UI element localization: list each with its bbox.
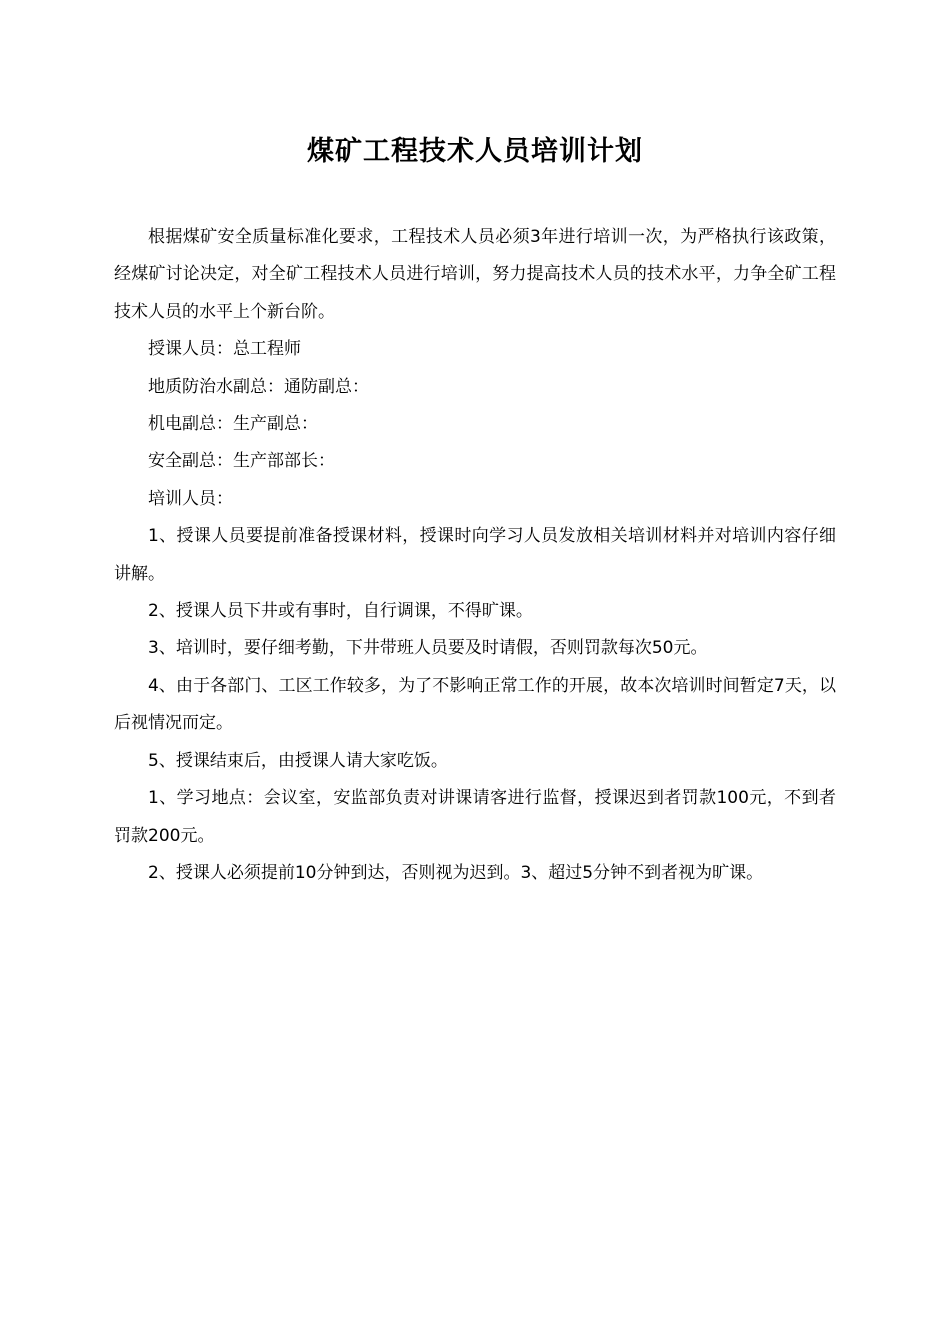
paragraph-rule-5: 5、授课结束后，由授课人请大家吃饭。 — [148, 750, 448, 771]
paragraph-trainees: 培训人员： — [148, 488, 233, 509]
document-body — [114, 219, 836, 892]
document-title: 煤矿工程技术人员培训计划 — [307, 136, 643, 167]
paragraph-rule-3: 3、培训时，要仔细考勤，下井带班人员要及时请假，否则罚款每次50元。 — [148, 638, 708, 659]
paragraph-attendance: 2、授课人必须提前10分钟到达，否则视为迟到。3、超过5分钟不到者视为旷课。 — [148, 862, 764, 883]
paragraph-instructor: 授课人员：总工程师 — [148, 339, 301, 360]
paragraph-safety-production-head: 安全副总：生产部部长： — [148, 451, 335, 472]
paragraph-intro: 根据煤矿安全质量标准化要求，工程技术人员必须3年进行培训一次，为严格执行该政策，经煤矿讨论决定，对全矿工程技术人员进行培训，努力提高技术人员的技术水平，力争全矿工程技术人员的水平上个新台阶。 — [114, 227, 836, 322]
paragraph-location: 1、学习地点：会议室，安监部负责对讲课请客进行监督，授课迟到者罚款100元，不到者罚款200元。 — [114, 788, 836, 846]
paragraph-rule-4: 4、由于各部门、工区工作较多，为了不影响正常工作的开展，故本次培训时间暂定7天，以后视情况而定。 — [114, 675, 836, 734]
paragraph-electromechanical-production: 机电副总：生产副总： — [148, 414, 318, 435]
paragraph-rule-2: 2、授课人员下井或有事时，自行调课，不得旷课。 — [148, 601, 533, 622]
paragraph-geology-ventilation: 地质防治水副总：通防副总： — [148, 376, 369, 397]
paragraph-rule-1: 1、授课人员要提前准备授课材料，授课时向学习人员发放相关培训材料并对培训内容仔细讲解。 — [114, 526, 836, 584]
